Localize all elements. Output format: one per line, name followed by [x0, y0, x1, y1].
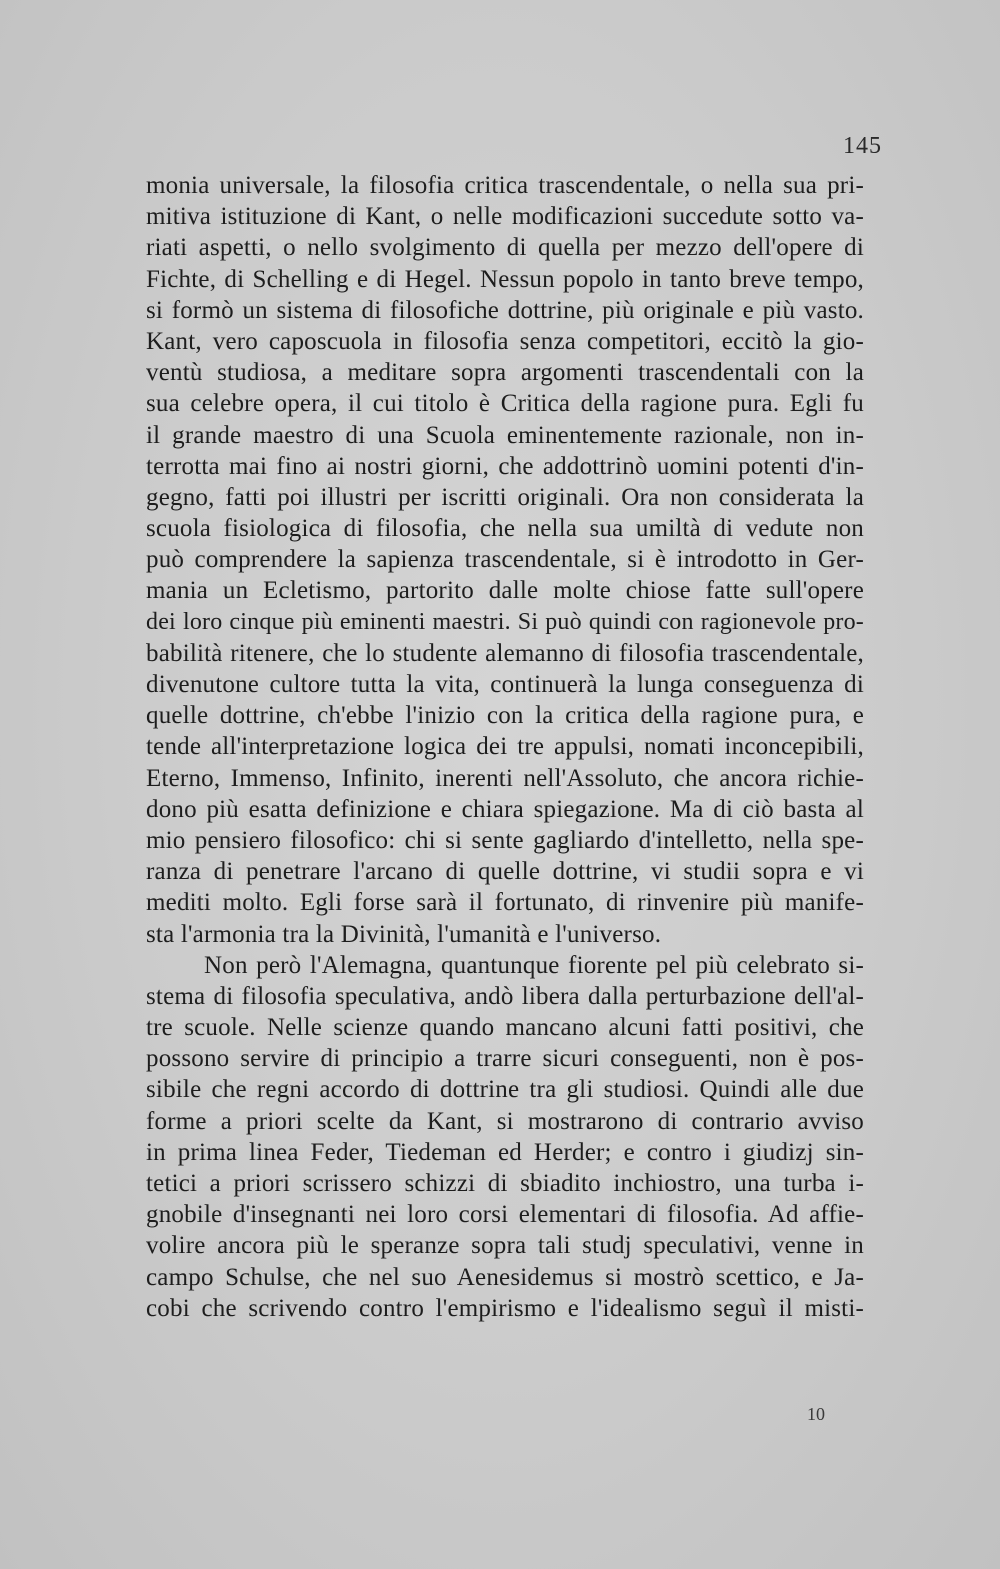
- text-line: il grande maestro di una Scuola eminentemente razionale, non in-: [146, 421, 864, 449]
- text-line: quelle dottrine, ch'ebbe l'inizio con la critica della ragione pura, e: [146, 702, 864, 730]
- text-line: forme a priori scelte da Kant, si mostrarono di contrario avviso: [146, 1107, 864, 1135]
- text-line: mediti molto. Egli forse sarà il fortunato, di rinvenire più manife-: [146, 889, 864, 917]
- text-line: dono più esatta definizione e chiara spiegazione. Ma di ciò basta al: [146, 795, 864, 823]
- text-line: sibile che regni accordo di dottrine tra gli studiosi. Quindi alle due: [146, 1076, 864, 1104]
- text-line: riati aspetti, o nello svolgimento di quella per mezzo dell'opere di: [146, 234, 864, 262]
- text-line: tende all'interpretazione logica dei tre appulsi, nomati inconcepibili,: [146, 733, 864, 761]
- text-line: Non però l'Alemagna, quantunque fiorente pel più celebrato si-: [204, 951, 864, 979]
- text-line: ranza di penetrare l'arcano di quelle dottrine, vi studii sopra e vi: [146, 858, 864, 886]
- text-line: volire ancora più le speranze sopra tali studj speculativi, venne in: [146, 1232, 864, 1260]
- text-line: in prima linea Feder, Tiedeman ed Herder; e contro i giudizj sin-: [146, 1138, 864, 1166]
- text-line: tre scuole. Nelle scienze quando mancano alcuni fatti positivi, che: [146, 1014, 864, 1042]
- text-line: babilità ritenere, che lo studente alemanno di filosofia trascendentale,: [146, 639, 864, 667]
- text-line: Eterno, Immenso, Infinito, inerenti nell'Assoluto, che ancora richie-: [146, 764, 864, 792]
- text-line: gegno, fatti poi illustri per iscritti originali. Ora non considerata la: [146, 483, 864, 511]
- text-line: dei loro cinque più eminenti maestri. Si può quindi con ragionevole pro-: [146, 608, 864, 635]
- text-line: sta l'armonia tra la Divinità, l'umanità e l'universo.: [146, 920, 662, 948]
- paragraph-2: [146, 950, 864, 1324]
- text-line: ventù studiosa, a meditare sopra argomenti trascendentali con la: [146, 359, 864, 387]
- text-line: monia universale, la filosofia critica trascendentale, o nella sua pri-: [146, 172, 864, 199]
- text-line: mio pensiero filosofico: chi si sente gagliardo d'intelletto, nella spe-: [146, 826, 864, 854]
- text-line: sua celebre opera, il cui titolo è Critica della ragione pura. Egli fu: [146, 390, 864, 418]
- text-line: mania un Ecletismo, partorito dalle molte chiose fatte sull'opere: [146, 577, 864, 605]
- body-text: [146, 170, 864, 1324]
- text-line: Kant, vero caposcuola in filosofia senza competitori, eccitò la gio-: [146, 327, 864, 355]
- text-line: mitiva istituzione di Kant, o nelle modificazioni succedute sotto va-: [146, 203, 864, 231]
- text-line: scuola fisiologica di filosofia, che nella sua umiltà di vedute non: [146, 515, 864, 543]
- text-line: terrotta mai fino ai nostri giorni, che addottrinò uomini potenti d'in-: [146, 452, 864, 480]
- text-line: gnobile d'insegnanti nei loro corsi elementari di filosofia. Ad affie-: [146, 1201, 864, 1229]
- text-line: può comprendere la sapienza trascendentale, si è introdotto in Ger-: [146, 546, 864, 574]
- text-line: Fichte, di Schelling e di Hegel. Nessun popolo in tanto breve tempo,: [146, 265, 864, 293]
- text-line: si formò un sistema di filosofiche dottrine, più originale e più vasto.: [146, 296, 864, 324]
- text-line: divenutone cultore tutta la vita, continuerà la lunga conseguenza di: [146, 671, 864, 698]
- page-number: 145: [843, 133, 882, 159]
- text-line: cobi che scrivendo contro l'empirismo e l'idealismo seguì il misti-: [146, 1294, 864, 1322]
- paragraph-1: [146, 170, 864, 950]
- text-line: stema di filosofia speculativa, andò libera dalla perturbazione dell'al-: [146, 982, 864, 1010]
- signature-mark: 10: [807, 1404, 825, 1424]
- text-line: campo Schulse, che nel suo Aenesidemus si mostrò scettico, e Ja-: [146, 1263, 864, 1291]
- text-line: possono servire di principio a trarre sicuri conseguenti, non è pos-: [146, 1045, 864, 1073]
- text-line: tetici a priori scrissero schizzi di sbiadito inchiostro, una turba i-: [146, 1170, 864, 1197]
